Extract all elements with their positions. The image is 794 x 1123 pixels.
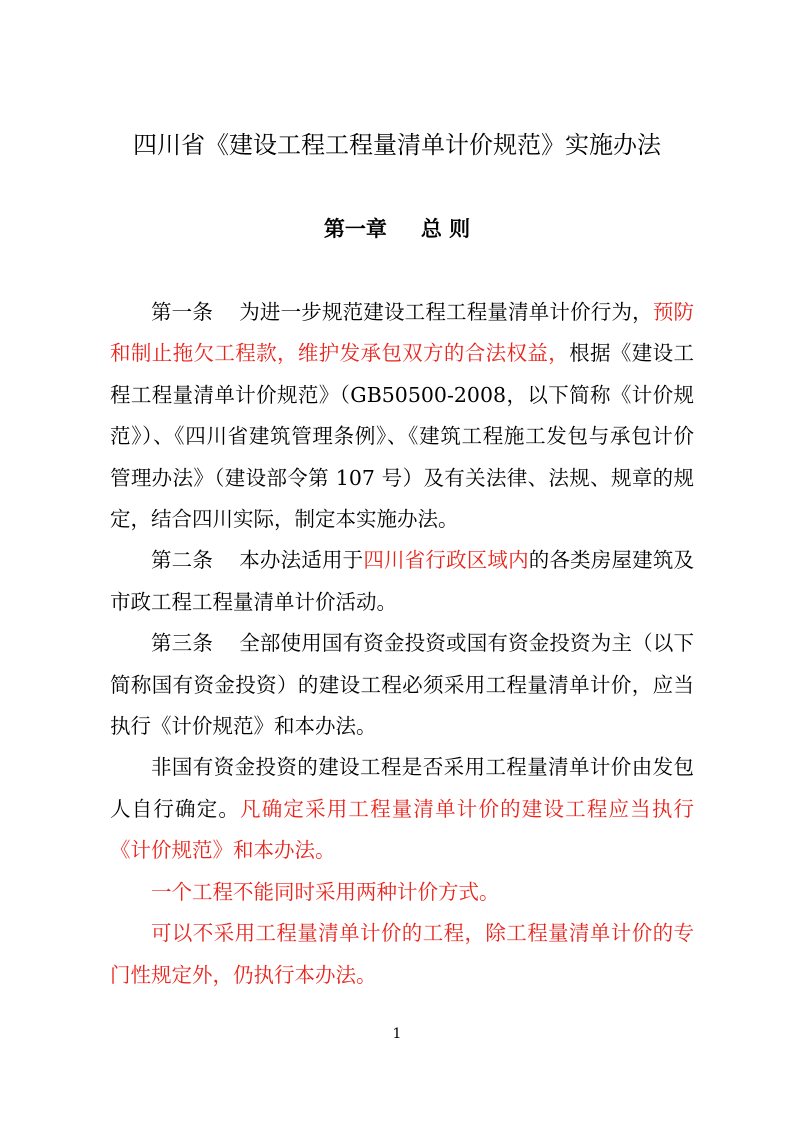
body-text: 为进一步规范建设工程工程量清单计价行为， — [239, 300, 653, 324]
article-label: 第二条 — [151, 548, 214, 573]
body-text: 全部使用国有资金投资或国有资金投资为主（以下简称国有资金投资）的建设工程必须采用工程量清单计价，应当执行《计价规范》和本办法。 — [110, 631, 695, 739]
article-paragraph — [110, 292, 694, 540]
document-body — [110, 292, 694, 996]
chapter-heading — [0, 213, 794, 245]
chapter-name: 总 则 — [420, 217, 471, 241]
highlighted-text: 凡确定采用工程量清单计价的建设工程应当执行《计价规范》和本办法。 — [110, 796, 695, 863]
article-paragraph — [110, 913, 694, 996]
body-text: 根据《建设工程工程量清单计价规范》（GB50500-2008，以下简称《计价规范》）、《四川省建筑管理条例》、《建筑工程施工发包与承包计价管理办法》（建设部令第 107 号）及有关法律、法规、规章的规定，结合四川实际，制定本实施办法。 — [110, 341, 695, 532]
body-text: 本办法适用于 — [239, 548, 364, 573]
highlighted-text: 预防和制止拖欠工程款，维护发承包双方的合法权益， — [110, 300, 695, 366]
body-text: 非国有资金投资的建设工程是否采用工程量清单计价由发包人自行确定。 — [110, 755, 694, 821]
article-paragraph — [110, 747, 694, 871]
article-paragraph — [110, 540, 694, 623]
article-paragraph — [110, 872, 694, 913]
article-label: 第三条 — [151, 631, 214, 656]
chapter-number: 第一章 — [323, 217, 387, 241]
highlighted-text: 可以不采用工程量清单计价的工程，除工程量清单计价的专门性规定外，仍执行本办法。 — [110, 921, 694, 987]
page-number: 1 — [392, 1026, 402, 1042]
document-title: 四川省《建设工程工程量清单计价规范》实施办法 — [133, 131, 661, 159]
article-label: 第一条 — [151, 300, 214, 324]
highlighted-text: 四川省行政区域内 — [363, 548, 529, 573]
body-text: 的各类房屋建筑及市政工程工程量清单计价活动。 — [110, 548, 695, 614]
article-paragraph — [110, 623, 694, 747]
highlighted-text: 一个工程不能同时采用两种计价方式。 — [151, 879, 500, 904]
